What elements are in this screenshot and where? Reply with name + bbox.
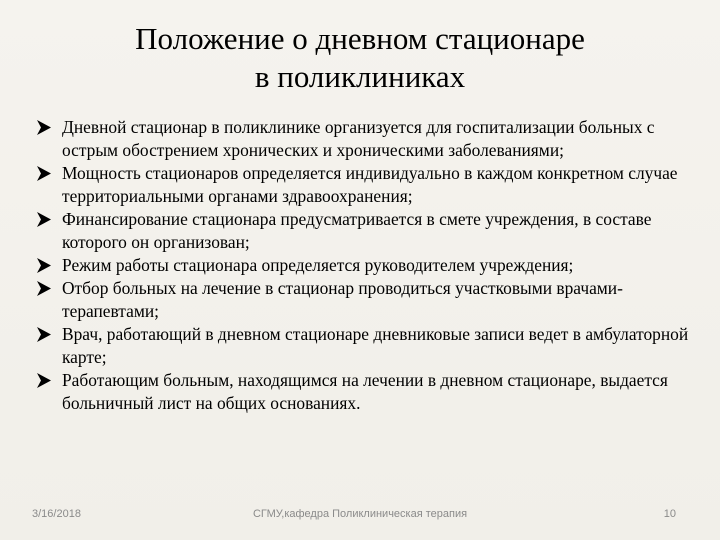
- bullet-text: Финансирование стационара предусматривается в смете учреждения, в составе которого он организован;: [62, 209, 652, 252]
- bullet-item: [36, 254, 696, 277]
- bullet-list: [36, 116, 696, 415]
- bullet-text: Мощность стационаров определяется индивидуально в каждом конкретном случае территориальными органами здравоохранения;: [62, 163, 678, 206]
- footer-date: 3/16/2018: [32, 508, 81, 520]
- slide-title-line-2: в поликлиниках: [254, 59, 466, 94]
- footer-page-number: 10: [663, 508, 676, 520]
- bullet-item: [36, 323, 696, 369]
- arrow-bullet-icon: [36, 326, 52, 343]
- bullet-item: [36, 116, 696, 162]
- arrow-bullet-icon: [36, 119, 52, 136]
- arrow-bullet-icon: [36, 257, 52, 274]
- arrow-bullet-icon: [36, 211, 52, 228]
- slide-title-line-1: Положение о дневном стационаре: [135, 21, 585, 56]
- bullet-item: [36, 162, 696, 208]
- bullet-item: [36, 277, 696, 323]
- footer-organization: СГМУ,кафедра Поликлиническая терапия: [252, 508, 468, 520]
- slide-title: [60, 20, 660, 96]
- bullet-text: Отбор больных на лечение в стационар проводиться участковыми врачами-терапевтами;: [62, 278, 623, 321]
- bullet-item: [36, 369, 696, 415]
- arrow-bullet-icon: [36, 165, 52, 182]
- bullet-item: [36, 208, 696, 254]
- arrow-bullet-icon: [36, 372, 52, 389]
- bullet-text: Работающим больным, находящимся на лечении в дневном стационаре, выдается больничный лист на общих основаниях.: [62, 370, 668, 413]
- bullet-text: Врач, работающий в дневном стационаре дневниковые записи ведет в амбулаторной карте;: [62, 324, 689, 367]
- bullet-text: Дневной стационар в поликлинике организуется для госпитализации больных с острым обострением хронических и хроническими заболеваниями;: [62, 117, 655, 160]
- arrow-bullet-icon: [36, 280, 52, 297]
- bullet-text: Режим работы стационара определяется руководителем учреждения;: [62, 255, 574, 275]
